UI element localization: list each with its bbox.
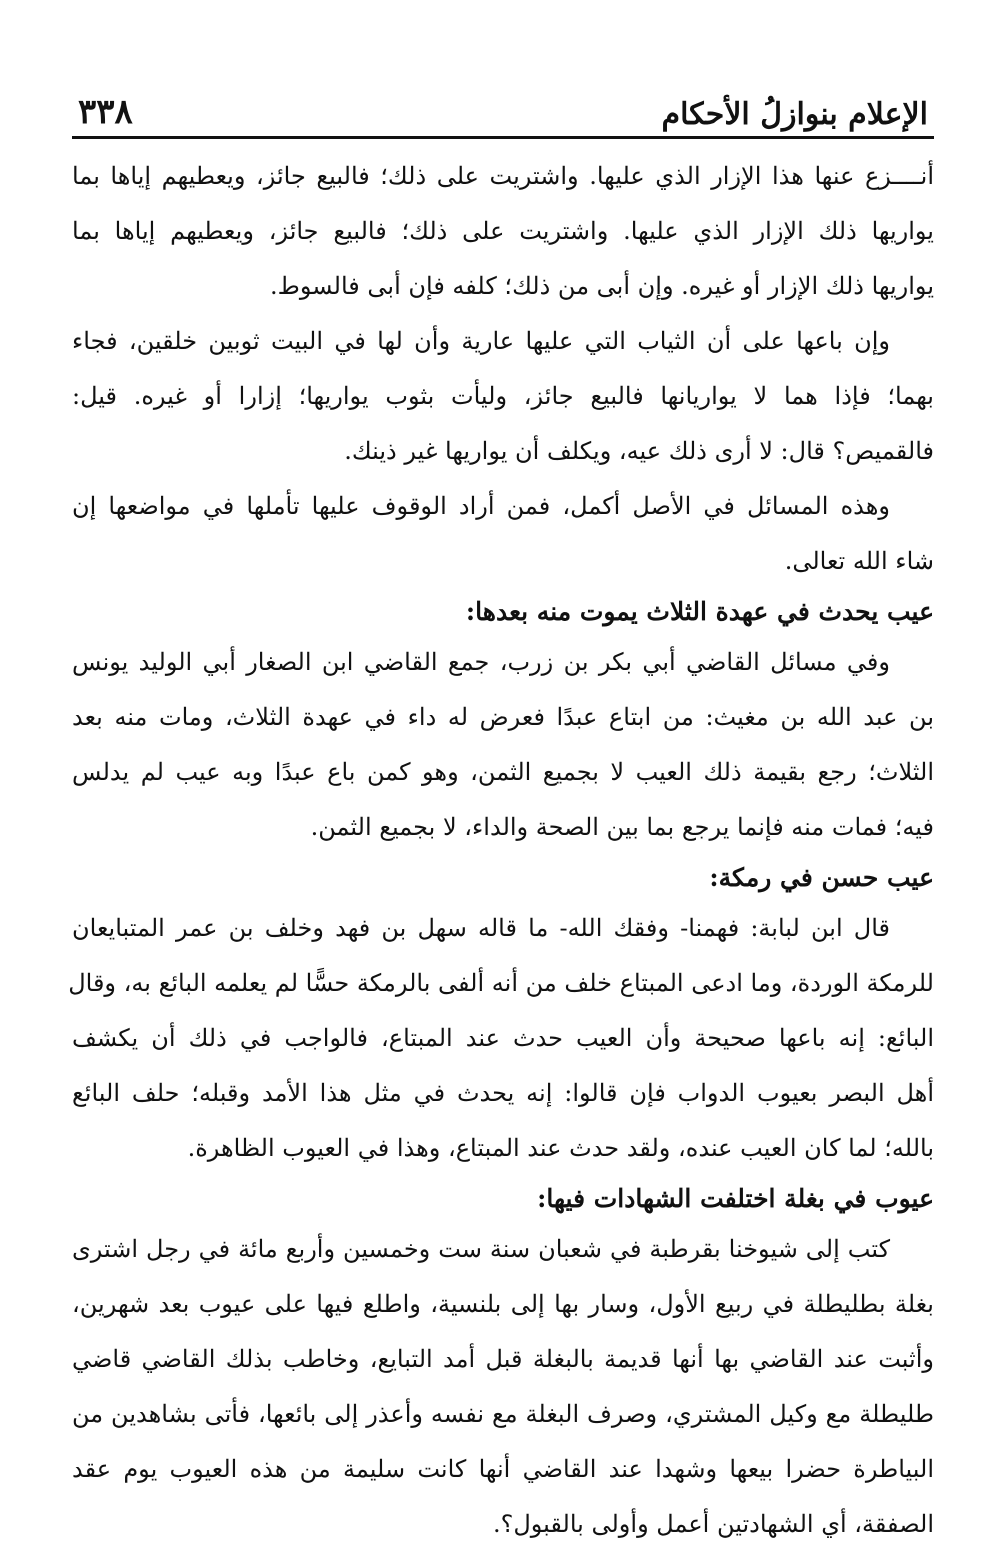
text-line: وأثبت عند القاضي بها أنها قديمة بالبغلة قبل أمد التبايع، وخاطب بذلك القاضي قاضي: [72, 1345, 934, 1373]
text-line: بالله؛ لما كان العيب عنده، ولقد حدث عند المبتاع، وهذا في العيوب الظاهرة.: [187, 1134, 934, 1162]
text-line: فيه؛ فمات منه فإنما يرجع بما بين الصحة والداء، لا بجميع الثمن.: [310, 813, 934, 841]
text-line: للرمكة الوردة، وما ادعى المبتاع خلف من أنه ألفى بالرمكة حسًّا لم يعلمه البائع به، وقال: [68, 969, 934, 997]
text-line: وفي مسائل القاضي أبي بكر بن زرب، جمع القاضي ابن الصغار أبي الوليد يونس: [72, 648, 890, 676]
text-line: يواريها ذلك الإزار الذي عليها. واشتريت على ذلك؛ فالبيع جائز، ويعطيهم إياها بما: [72, 217, 934, 245]
section-heading: عيوب في بغلة اختلفت الشهادات فيها:: [537, 1184, 934, 1213]
section-heading: عيب حسن في رمكة:: [709, 863, 934, 892]
page-number: ٣٣٨: [78, 92, 133, 132]
text-line: شاء الله تعالى.: [784, 547, 934, 575]
text-line: بهما؛ فإذا هما لا يواريانها فالبيع جائز، وليأت بثوب يواريها؛ إزارا أو غيره. قيل:: [72, 382, 934, 410]
text-line: البياطرة حضرا بيعها وشهدا عند القاضي أنها كانت سليمة من هذه العيوب يوم عقد: [72, 1455, 934, 1483]
text-line: بن عبد الله بن مغيث: من ابتاع عبدًا فعرض له داء في عهدة الثلاث، ومات منه بعد: [72, 703, 934, 731]
text-line: أهل البصر بعيوب الدواب فإن قالوا: إنه يحدث في مثل هذا الأمد وقبله؛ حلف البائع: [72, 1079, 934, 1107]
text-line: بغلة بطليطلة في ربيع الأول، وسار بها إلى بلنسية، واطلع فيها على عيوب بعد شهرين،: [72, 1290, 934, 1318]
text-line: طليطلة مع وكيل المشتري، وصرف البغلة مع نفسه وأعذر إلى بائعها، فأتى بشاهدين من: [72, 1400, 934, 1428]
text-line: وإن باعها على أن الثياب التي عليها عارية وأن لها في البيت ثوبين خلقين، فجاء: [72, 327, 890, 355]
text-line: البائع: إنه باعها صحيحة وأن العيب حدث عند المبتاع، فالواجب في ذلك أن يكشف: [72, 1024, 934, 1052]
text-line: وهذه المسائل في الأصل أكمل، فمن أراد الوقوف عليها تأملها في مواضعها إن: [72, 492, 890, 520]
text-line: قال ابن لبابة: فهمنا- وفقك الله- ما قاله سهل بن فهد وخلف بن عمر المتبايعان: [72, 914, 890, 942]
page-body: [68, 139, 934, 1552]
section-heading: عيب يحدث في عهدة الثلاث يموت منه بعدها:: [465, 597, 934, 626]
text-line: فالقميص؟ قال: لا أرى ذلك عيه، ويكلف أن يواريها غير ذينك.: [344, 437, 934, 465]
book-page: [68, 60, 934, 1552]
text-line: كتب إلى شيوخنا بقرطبة في شعبان سنة ست وخمسين وأربع مائة في رجل اشترى: [72, 1235, 890, 1263]
text-line: أنــــزع عنها هذا الإزار الذي عليها. واشتريت على ذلك؛ فالبيع جائز، ويعطيهم إياها بما: [72, 162, 934, 190]
text-line: يواريها ذلك الإزار أو غيره. وإن أبى من ذلك؛ كلفه فإن أبى فالسوط.: [270, 272, 934, 300]
text-line: الصفقة، أي الشهادتين أعمل وأولى بالقبول؟.: [492, 1510, 934, 1538]
book-title: الإعلام بنوازلُ الأحكام: [661, 97, 928, 132]
text-line: الثلاث؛ رجع بقيمة ذلك العيب لا بجميع الثمن، وهو كمن باع عبدًا وبه عيب لم يدلس: [72, 758, 934, 786]
running-header: [72, 60, 934, 139]
